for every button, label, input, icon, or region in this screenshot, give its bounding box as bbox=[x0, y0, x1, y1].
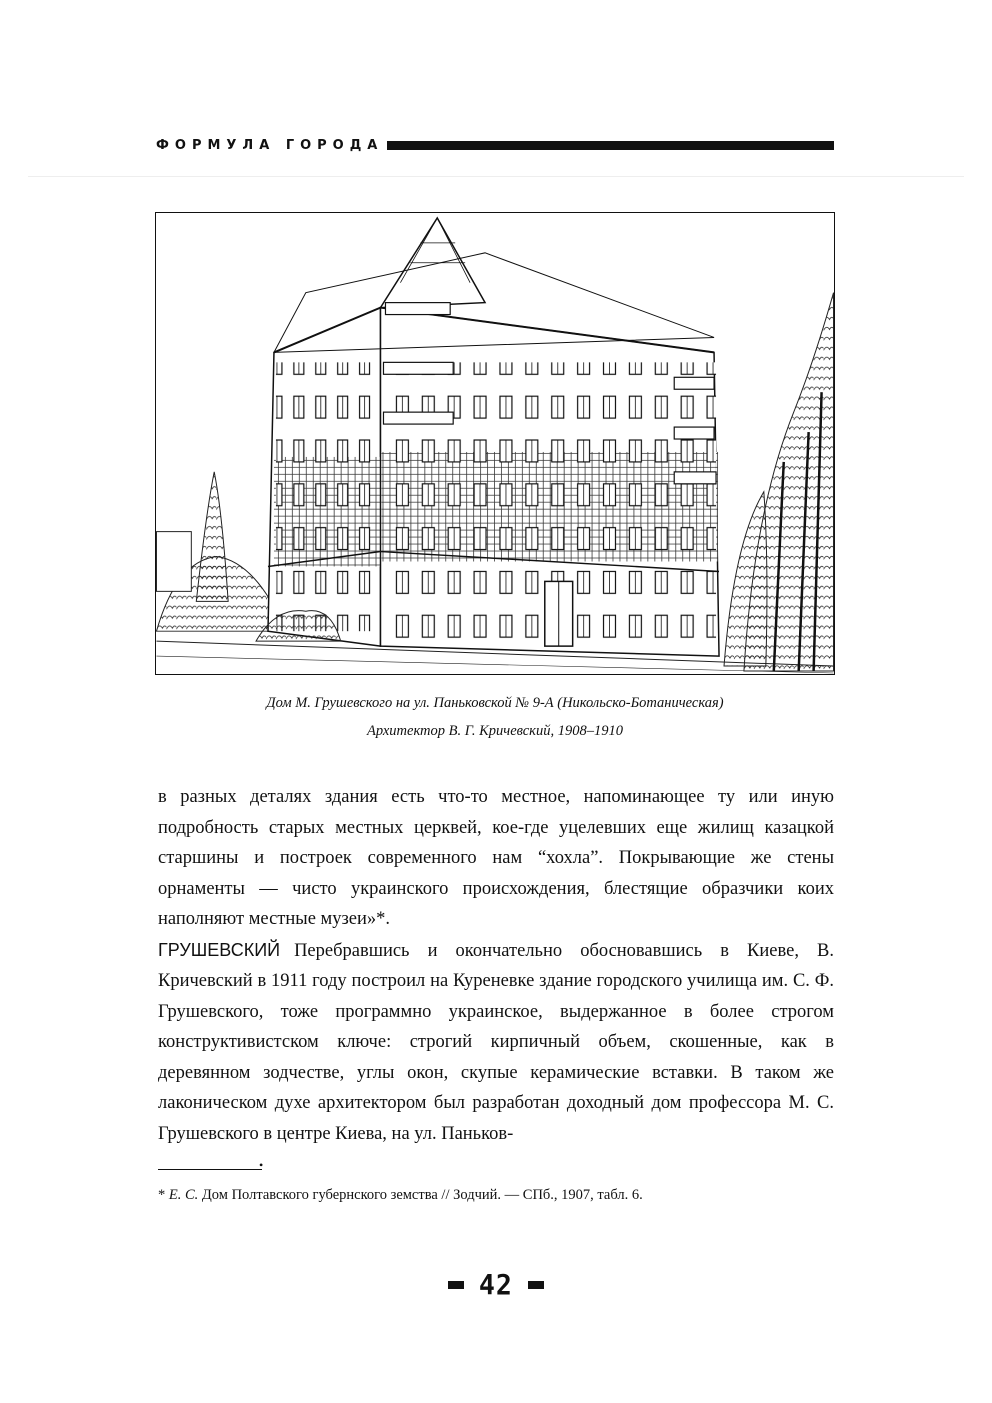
footnote-marker: * bbox=[158, 1187, 166, 1203]
paragraph-2 bbox=[158, 935, 834, 1150]
footnote-author: Е. С. bbox=[168, 1187, 199, 1203]
footnote-text: Дом Полтавского губернского земства // Зодчий. — СПб., 1907, табл. 6. bbox=[201, 1187, 643, 1203]
running-head-bar bbox=[387, 141, 834, 150]
section-label: ГРУШЕВСКИЙ bbox=[158, 939, 281, 960]
footnote-rule bbox=[158, 1169, 262, 1170]
footnote bbox=[158, 1187, 834, 1204]
page-number-left-block bbox=[448, 1281, 464, 1289]
running-head-title: ФОРМУЛА ГОРОДА bbox=[156, 137, 384, 153]
paragraph-1: в разных деталях здания есть что-то местное, напоминающее ту или иную подробность старых местных церквей, кое-где уцелевших еще жилищ казацкой старшины и построек современного нам “хохла”. Покрывающие же стены орнаменты — чисто украинского происхождения, блестящие образчики коих наполняют местные музеи»*. bbox=[158, 787, 834, 929]
figure-caption-line2: Архитектор В. Г. Кричевский, 1908–1910 bbox=[367, 723, 623, 739]
page-number-right-block bbox=[528, 1281, 544, 1289]
figure-caption-line1: Дом М. Грушевского на ул. Паньковской № 9-А (Никольско-Ботаническая) bbox=[266, 695, 724, 711]
page-number-value: 42 bbox=[479, 1268, 513, 1301]
building-illustration bbox=[155, 212, 835, 675]
paragraph-2-text: Перебравшись и окончательно обосновавшись в Киеве, В. Кричевский в 1911 году построил на Куреневке здание городского училища им. С. Ф. Грушевского, тоже программно украинское, выдержанное в более строгом конструктивистском ключе: строгий кирпичный объем, скошенные, как в деревянном зодчестве, углы окон, скупые керамические вставки. В таком же лаконическом духе архитектором был разработан доходный дом профессора М. С. Грушевского в центре Киева, на ул. Паньков- bbox=[158, 940, 834, 1144]
body-text bbox=[158, 782, 834, 1149]
header-divider bbox=[28, 176, 964, 177]
footnote-tick: • bbox=[259, 1158, 264, 1172]
building-drawing bbox=[156, 213, 834, 674]
page-number bbox=[0, 1268, 992, 1301]
running-head bbox=[156, 136, 834, 154]
